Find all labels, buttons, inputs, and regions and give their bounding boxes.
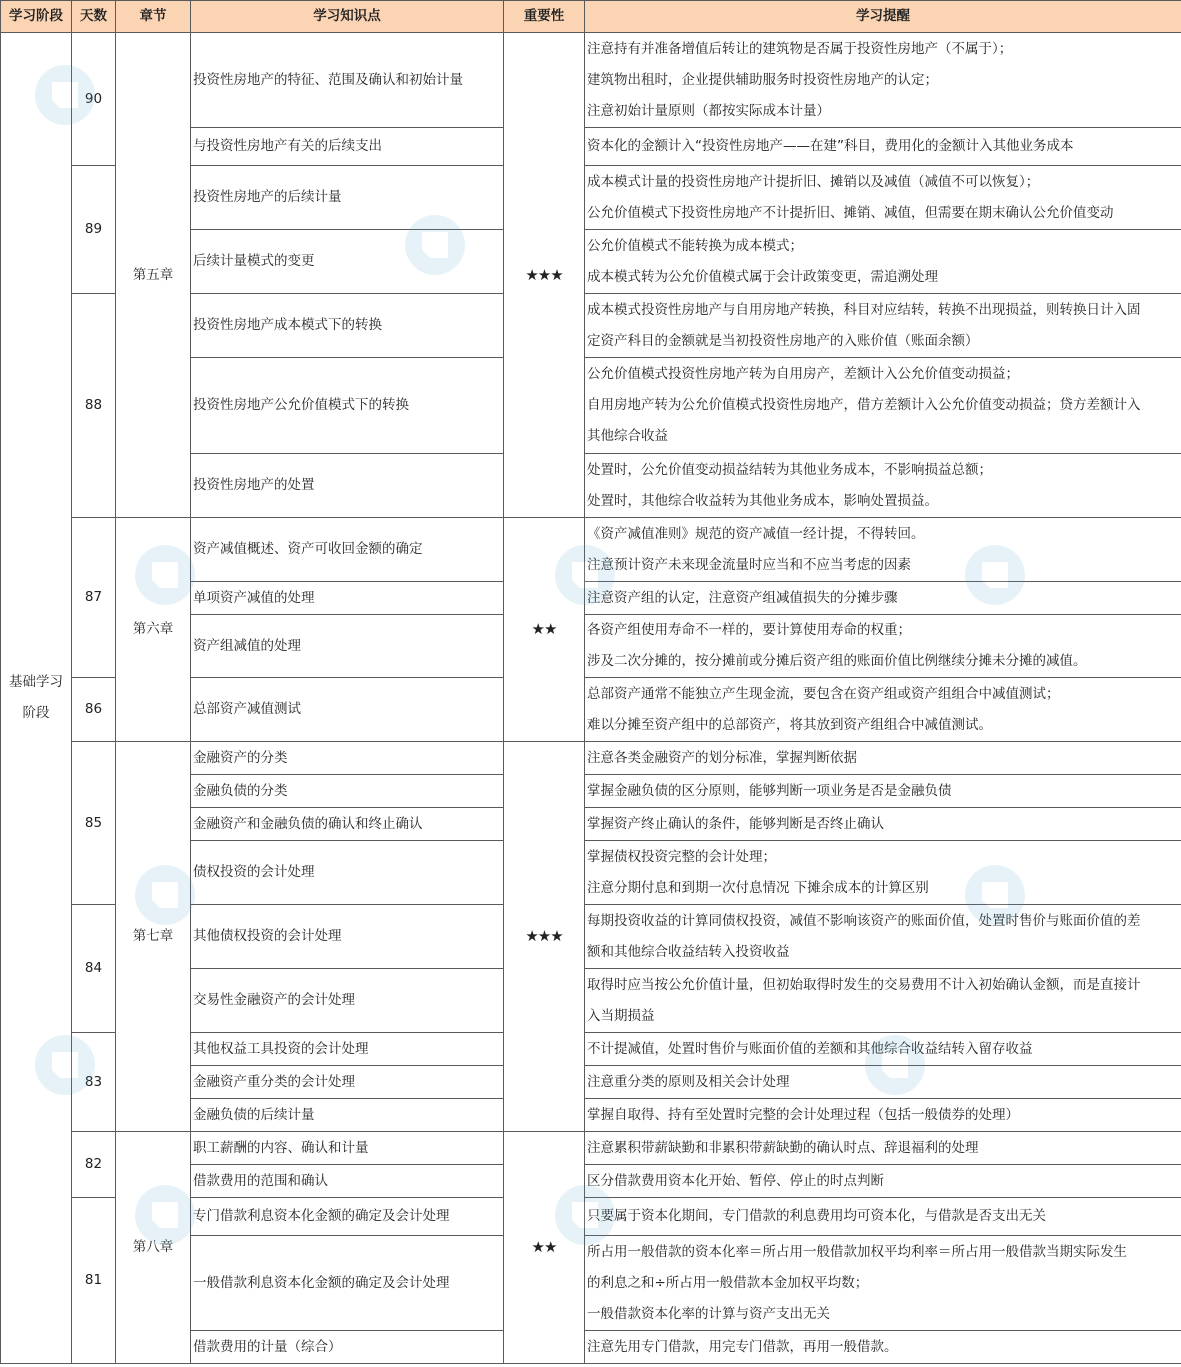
tip-line: 公允价值模式投资性房地产转为自用房产，差额计入公允价值变动损益； <box>587 366 1019 382</box>
tip-line: 涉及二次分摊的，按分摊前或分摊后资产组的账面价值比例继续分摊未分摊的减值。 <box>587 653 1087 669</box>
day-cell: 83 <box>72 1033 116 1132</box>
importance-stars: ★★ <box>504 1132 585 1364</box>
knowledge-point: 与投资性房地产有关的后续支出 <box>191 128 504 166</box>
tip-line: 注意初始计量原则（都按实际成本计量） <box>587 102 830 119</box>
knowledge-point: 职工薪酬的内容、确认和计量 <box>191 1132 504 1165</box>
knowledge-point: 金融负债的分类 <box>191 775 504 808</box>
knowledge-point: 投资性房地产成本模式下的转换 <box>191 294 504 358</box>
table-row <box>1 1132 1181 1165</box>
tip-line: 各资产组使用寿命不一样的，要计算使用寿命的权重； <box>587 622 911 638</box>
tip-cell <box>585 518 1181 582</box>
header-chapter: 章节 <box>116 1 191 33</box>
tip-line: 建筑物出租时，企业提供辅助服务时投资性房地产的认定； <box>587 71 938 88</box>
tip-line: 成本模式投资性房地产与自用房地产转换，科目对应结转，转换不出现损益，则转换日计入固 <box>587 301 1141 318</box>
importance-stars: ★★★ <box>504 742 585 1132</box>
tip-line: 额和其他综合收益结转入投资收益 <box>587 943 790 960</box>
tip-cell <box>585 454 1181 518</box>
knowledge-point: 交易性金融资产的会计处理 <box>191 969 504 1033</box>
day-cell: 84 <box>72 905 116 1033</box>
tip-line: 资本化的金额计入“投资性房地产——在建”科目，费用化的金额计入其他业务成本 <box>587 138 1074 154</box>
knowledge-point: 资产减值概述、资产可收回金额的确定 <box>191 518 504 582</box>
knowledge-point: 其他权益工具投资的会计处理 <box>191 1033 504 1066</box>
tip-cell <box>585 166 1181 230</box>
tip-line: 公允价值模式不能转换为成本模式； <box>587 237 803 254</box>
header-tips: 学习提醒 <box>585 1 1181 33</box>
knowledge-point: 金融资产重分类的会计处理 <box>191 1066 504 1099</box>
tip-line: 每期投资收益的计算同债权投资，减值不影响该资产的账面价值，处置时售价与账面价值的差 <box>587 912 1141 929</box>
day-cell: 85 <box>72 742 116 905</box>
tip-cell <box>585 678 1181 742</box>
knowledge-point: 总部资产减值测试 <box>191 678 504 742</box>
tip-line: 注意分期付息和到期一次付息情况 下摊余成本的计算区别 <box>587 879 929 896</box>
knowledge-point: 资产组减值的处理 <box>191 615 504 678</box>
tip-line: 难以分摊至资产组中的总部资产，将其放到资产组组合中减值测试。 <box>587 716 992 733</box>
tip-line: 的利息之和÷所占用一般借款本金加权平均数； <box>587 1274 869 1291</box>
tip-cell <box>585 1033 1181 1066</box>
tip-cell <box>585 230 1181 294</box>
tip-line: 《资产减值准则》规范的资产减值一经计提，不得转回。 <box>587 525 925 542</box>
day-cell: 86 <box>72 678 116 742</box>
knowledge-point: 其他债权投资的会计处理 <box>191 905 504 969</box>
tip-cell <box>585 1132 1181 1165</box>
tip-line: 所占用一般借款的资本化率＝所占用一般借款加权平均利率＝所占用一般借款当期实际发生 <box>587 1243 1127 1260</box>
tip-line: 掌握金融负债的区分原则，能够判断一项业务是否是金融负债 <box>587 782 952 799</box>
tip-cell <box>585 358 1181 454</box>
knowledge-point: 投资性房地产的后续计量 <box>191 166 504 230</box>
day-cell: 82 <box>72 1132 116 1198</box>
tip-cell <box>585 1066 1181 1099</box>
tip-cell <box>585 1236 1181 1331</box>
knowledge-point: 金融资产的分类 <box>191 742 504 775</box>
tip-line: 其他综合收益 <box>587 428 668 444</box>
tip-line: 注意先用专门借款，用完专门借款，再用一般借款。 <box>587 1338 898 1355</box>
tip-line: 掌握自取得、持有至处置时完整的会计处理过程（包括一般债券的处理） <box>587 1106 1019 1123</box>
stage-cell: 基础学习阶段 <box>1 33 72 1364</box>
day-cell: 81 <box>72 1198 116 1364</box>
knowledge-point: 债权投资的会计处理 <box>191 841 504 905</box>
tip-line: 定资产科目的金额就是当初投资性房地产的入账价值（账面余额） <box>587 332 979 349</box>
tip-line: 注意累积带薪缺勤和非累积带薪缺勤的确认时点、辞退福利的处理 <box>587 1139 979 1156</box>
knowledge-point: 单项资产减值的处理 <box>191 582 504 615</box>
tip-line: 注意持有并准备增值后转让的建筑物是否属于投资性房地产（不属于）； <box>587 40 1013 57</box>
tip-line: 一般借款资本化率的计算与资产支出无关 <box>587 1305 830 1322</box>
tip-line: 取得时应当按公允价值计量，但初始取得时发生的交易费用不计入初始确认金额，而是直接计 <box>587 976 1141 993</box>
chapter-cell: 第五章 <box>116 33 191 518</box>
day-cell: 89 <box>72 166 116 294</box>
tip-cell <box>585 808 1181 841</box>
knowledge-point: 后续计量模式的变更 <box>191 230 504 294</box>
header-days: 天数 <box>72 1 116 33</box>
table-row <box>1 33 1181 128</box>
tip-cell <box>585 582 1181 615</box>
table-row <box>1 518 1181 582</box>
tip-cell <box>585 1099 1181 1132</box>
tip-line: 只要属于资本化期间，专门借款的利息费用均可资本化，与借款是否支出无关 <box>587 1208 1046 1224</box>
tip-cell <box>585 1165 1181 1198</box>
tip-line: 自用房地产转为公允价值模式投资性房地产，借方差额计入公允价值变动损益；贷方差额计入 <box>587 397 1141 413</box>
tip-cell <box>585 128 1181 166</box>
knowledge-point: 投资性房地产公允价值模式下的转换 <box>191 358 504 454</box>
header-stage: 学习阶段 <box>1 1 72 33</box>
chapter-cell: 第七章 <box>116 742 191 1132</box>
tip-line: 注意重分类的原则及相关会计处理 <box>587 1073 790 1090</box>
tip-line: 注意资产组的认定，注意资产组减值损失的分摊步骤 <box>587 589 898 606</box>
importance-stars: ★★ <box>504 518 585 742</box>
tip-line: 入当期损益 <box>587 1007 655 1024</box>
importance-stars: ★★★ <box>504 33 585 518</box>
tip-line: 注意各类金融资产的划分标准，掌握判断依据 <box>587 749 857 766</box>
knowledge-point: 一般借款利息资本化金额的确定及会计处理 <box>191 1236 504 1331</box>
knowledge-point: 金融资产和金融负债的确认和终止确认 <box>191 808 504 841</box>
knowledge-point: 金融负债的后续计量 <box>191 1099 504 1132</box>
tip-line: 处置时，公允价值变动损益结转为其他业务成本，不影响损益总额； <box>587 461 992 478</box>
header-row <box>1 1 1181 33</box>
table-row <box>1 742 1181 775</box>
tip-line: 注意预计资产未来现金流量时应当和不应当考虑的因素 <box>587 556 911 573</box>
tip-cell <box>585 294 1181 358</box>
day-cell: 90 <box>72 33 116 166</box>
tip-line: 不计提减值，处置时售价与账面价值的差额和其他综合收益结转入留存收益 <box>587 1040 1033 1057</box>
knowledge-point: 投资性房地产的处置 <box>191 454 504 518</box>
knowledge-point: 借款费用的计量（综合） <box>191 1331 504 1364</box>
tip-line: 总部资产通常不能独立产生现金流，要包含在资产组或资产组组合中减值测试； <box>587 685 1060 702</box>
tip-line: 成本模式计量的投资性房地产计提折旧、摊销以及减值（减值不可以恢复）； <box>587 173 1040 190</box>
knowledge-point: 借款费用的范围和确认 <box>191 1165 504 1198</box>
tip-cell <box>585 33 1181 128</box>
tip-cell <box>585 775 1181 808</box>
tip-cell <box>585 969 1181 1033</box>
tip-line: 成本模式转为公允价值模式属于会计政策变更，需追溯处理 <box>587 268 938 285</box>
knowledge-point: 专门借款利息资本化金额的确定及会计处理 <box>191 1198 504 1236</box>
day-cell: 87 <box>72 518 116 678</box>
header-knowledge: 学习知识点 <box>191 1 504 33</box>
tip-line: 区分借款费用资本化开始、暂停、停止的时点判断 <box>587 1172 884 1189</box>
day-cell: 88 <box>72 294 116 518</box>
tip-cell <box>585 1198 1181 1236</box>
header-importance: 重要性 <box>504 1 585 33</box>
knowledge-point: 投资性房地产的特征、范围及确认和初始计量 <box>191 33 504 128</box>
tip-cell <box>585 905 1181 969</box>
chapter-cell: 第八章 <box>116 1132 191 1364</box>
tip-line: 掌握债权投资完整的会计处理； <box>587 848 776 865</box>
tip-cell <box>585 1331 1181 1364</box>
tip-cell <box>585 615 1181 678</box>
tip-line: 处置时，其他综合收益转为其他业务成本，影响处置损益。 <box>587 492 938 509</box>
tip-line: 掌握资产终止确认的条件，能够判断是否终止确认 <box>587 815 884 832</box>
tip-line: 公允价值模式下投资性房地产不计提折旧、摊销、减值，但需要在期末确认公允价值变动 <box>587 204 1114 221</box>
tip-cell <box>585 742 1181 775</box>
tip-cell <box>585 841 1181 905</box>
chapter-cell: 第六章 <box>116 518 191 742</box>
